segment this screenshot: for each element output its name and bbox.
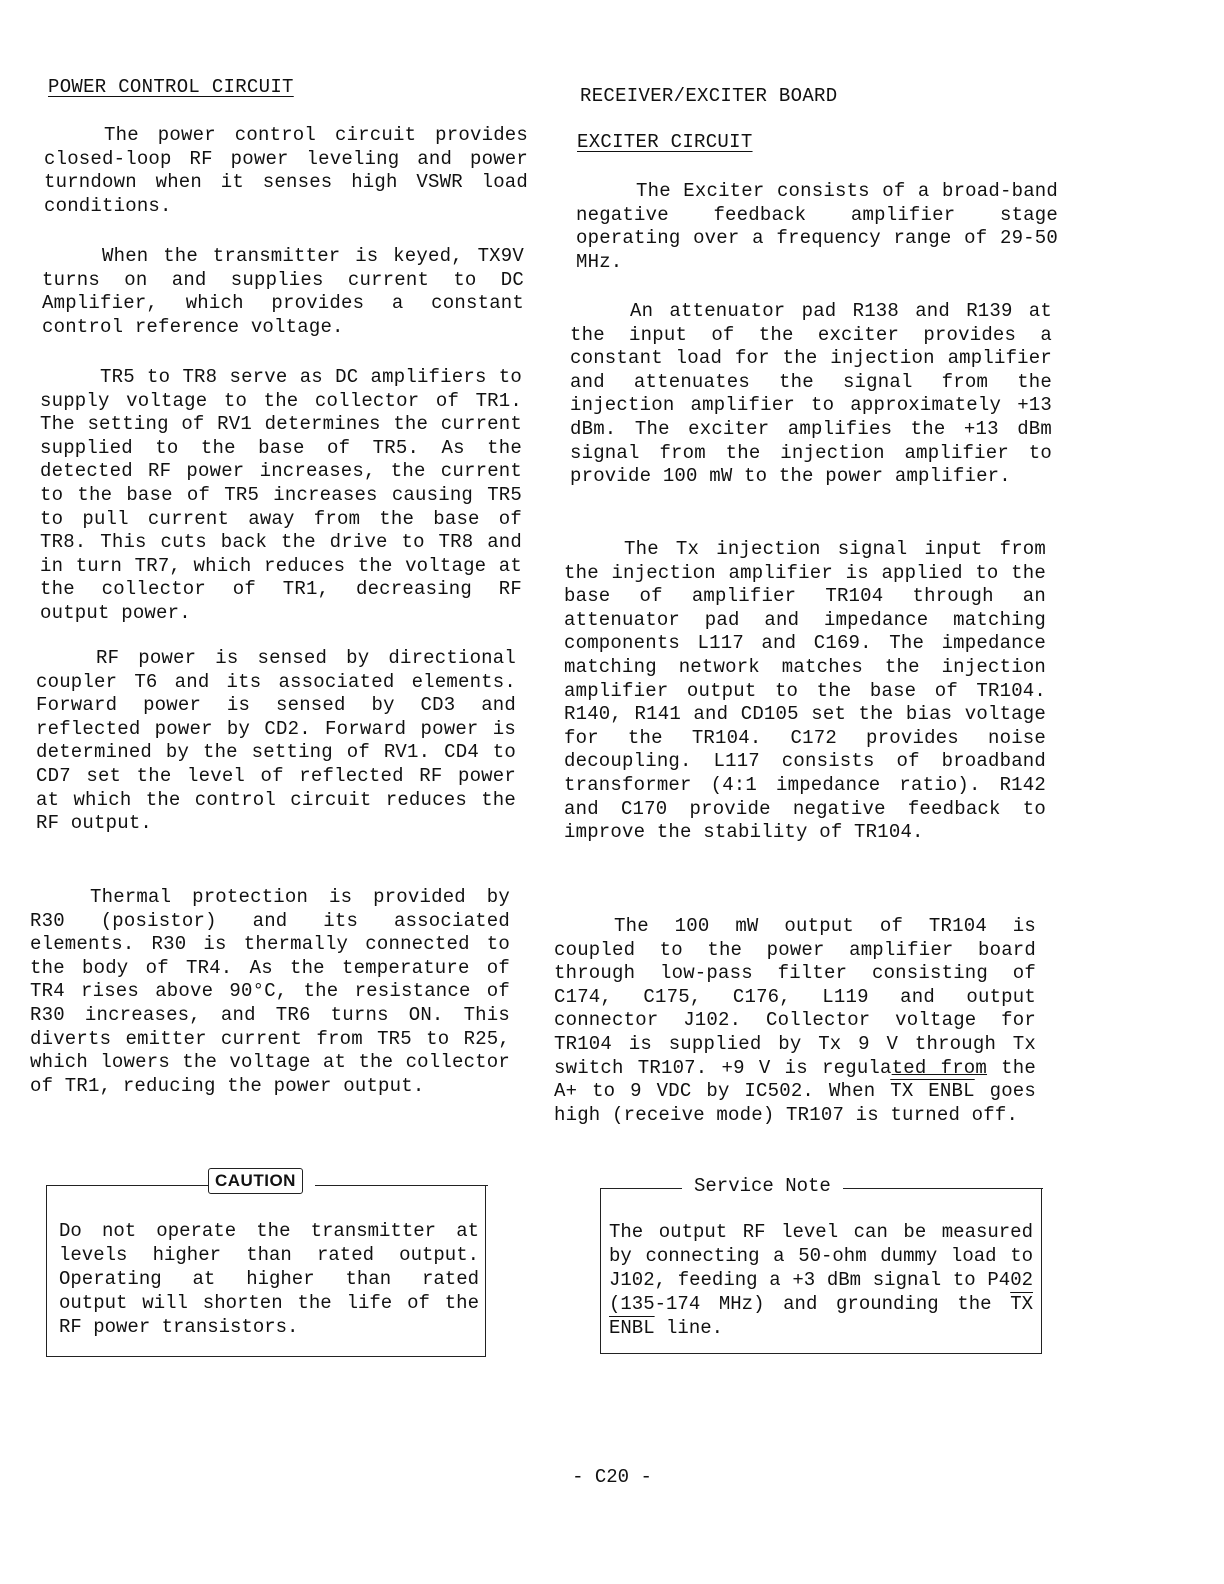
paragraph-2: When the transmitter is keyed, TX9V turns on and supplies current to DC Amplifier, which provides a constant control reference voltage.	[42, 245, 524, 338]
paragraph-5: Thermal protection is provided by R30 (posistor) and its associated elements. R30 is thermally connected to the body of TR4. As the temperature of TR4 rises above 90°C, the resistance of R30 increases, and TR6 turns ON. This diverts emitter current from TR5 to R25, which lowers the voltage at the collector of TR1, reducing the power output.	[30, 886, 510, 1097]
board-title: RECEIVER/EXCITER BOARD	[580, 85, 838, 107]
paragraph-3: TR5 to TR8 serve as DC amplifiers to supply voltage to the collector of TR1. The setting of RV1 determines the current supplied to the base of TR5. As the detected RF power increases, the current to the base of TR5 increases causing TR5 to pull current away from the base of TR8. This cuts back the drive to TR8 and in turn TR7, which reduces the voltage at the collector of TR1, decreasing RF output power.	[40, 366, 522, 624]
power-control-heading: POWER CONTROL CIRCUIT	[48, 76, 294, 98]
paragraph-4: RF power is sensed by directional coupler T6 and its associated elements. Forward power is sensed by CD3 and reflected power by CD2. Forward power is determined by the setting of RV1. CD4 to CD7 set the level of reflected RF power at which the control circuit reduces the RF output.	[36, 647, 516, 835]
tx-enbl-signal-note: TX ENBL	[609, 1293, 1033, 1339]
page-number: - C20 -	[572, 1466, 652, 1488]
exciter-heading: EXCITER CIRCUIT	[577, 131, 753, 153]
paragraph-1: The power control circuit provides closed-loop RF power leveling and power turndown when it senses high VSWR load conditions.	[44, 124, 528, 217]
exciter-paragraph-4: The 100 mW output of TR104 is coupled to the power amplifier board through low-pass filter consisting of C174, C175, C176, L119 and output connector J102. Collector voltage for TR104 is supplied by Tx 9 V through Tx switch TR107. +9 V is regulated from the A+ to 9 VDC by IC502. When TX ENBL goes high (receive mode) TR107 is turned off.	[554, 915, 1037, 1126]
exciter-paragraph-3: The Tx injection signal input from the injection amplifier is applied to the base of amplifier TR104 through an attenuator pad and impedance matching components L117 and C169. The impedance matching network matches the injection amplifier output to the base of TR104. R140, R141 and CD105 set the bias voltage for the TR104. C172 provides noise decoupling. L117 consists of broadband transformer (4:1 impedance ratio). R142 and C170 provide negative feedback to improve the stability of TR104.	[564, 538, 1046, 844]
exciter-paragraph-2: An attenuator pad R138 and R139 at the input of the exciter provides a constant load for the injection amplifier and attenuates the signal from the injection amplifier to approximately +13 dBm. The exciter amplifies the +13 dBm signal from the injection amplifier to provide 100 mW to the power amplifier.	[570, 300, 1052, 488]
exciter-paragraph-1: The Exciter consists of a broad-band negative feedback amplifier stage operating over a frequency range of 29-50 MHz.	[576, 180, 1058, 273]
caution-text: Do not operate the transmitter at levels higher than rated output. Operating at higher than rated output will shorten the life of the RF power transistors.	[59, 1220, 479, 1338]
caution-box	[46, 1185, 486, 1357]
caution-label: CAUTION	[208, 1168, 303, 1194]
tx-enbl-signal: TX ENBL	[890, 1080, 975, 1103]
underlined-text: ted from	[891, 1056, 988, 1079]
service-note-title: Service Note	[682, 1175, 843, 1197]
service-note-text: The output RF level can be measured by connecting a 50-ohm dummy load to J102, feeding a +3 dBm signal to P402 (135-174 MHz) and grounding the TX ENBL line.	[609, 1221, 1033, 1339]
service-note-box	[600, 1188, 1042, 1354]
